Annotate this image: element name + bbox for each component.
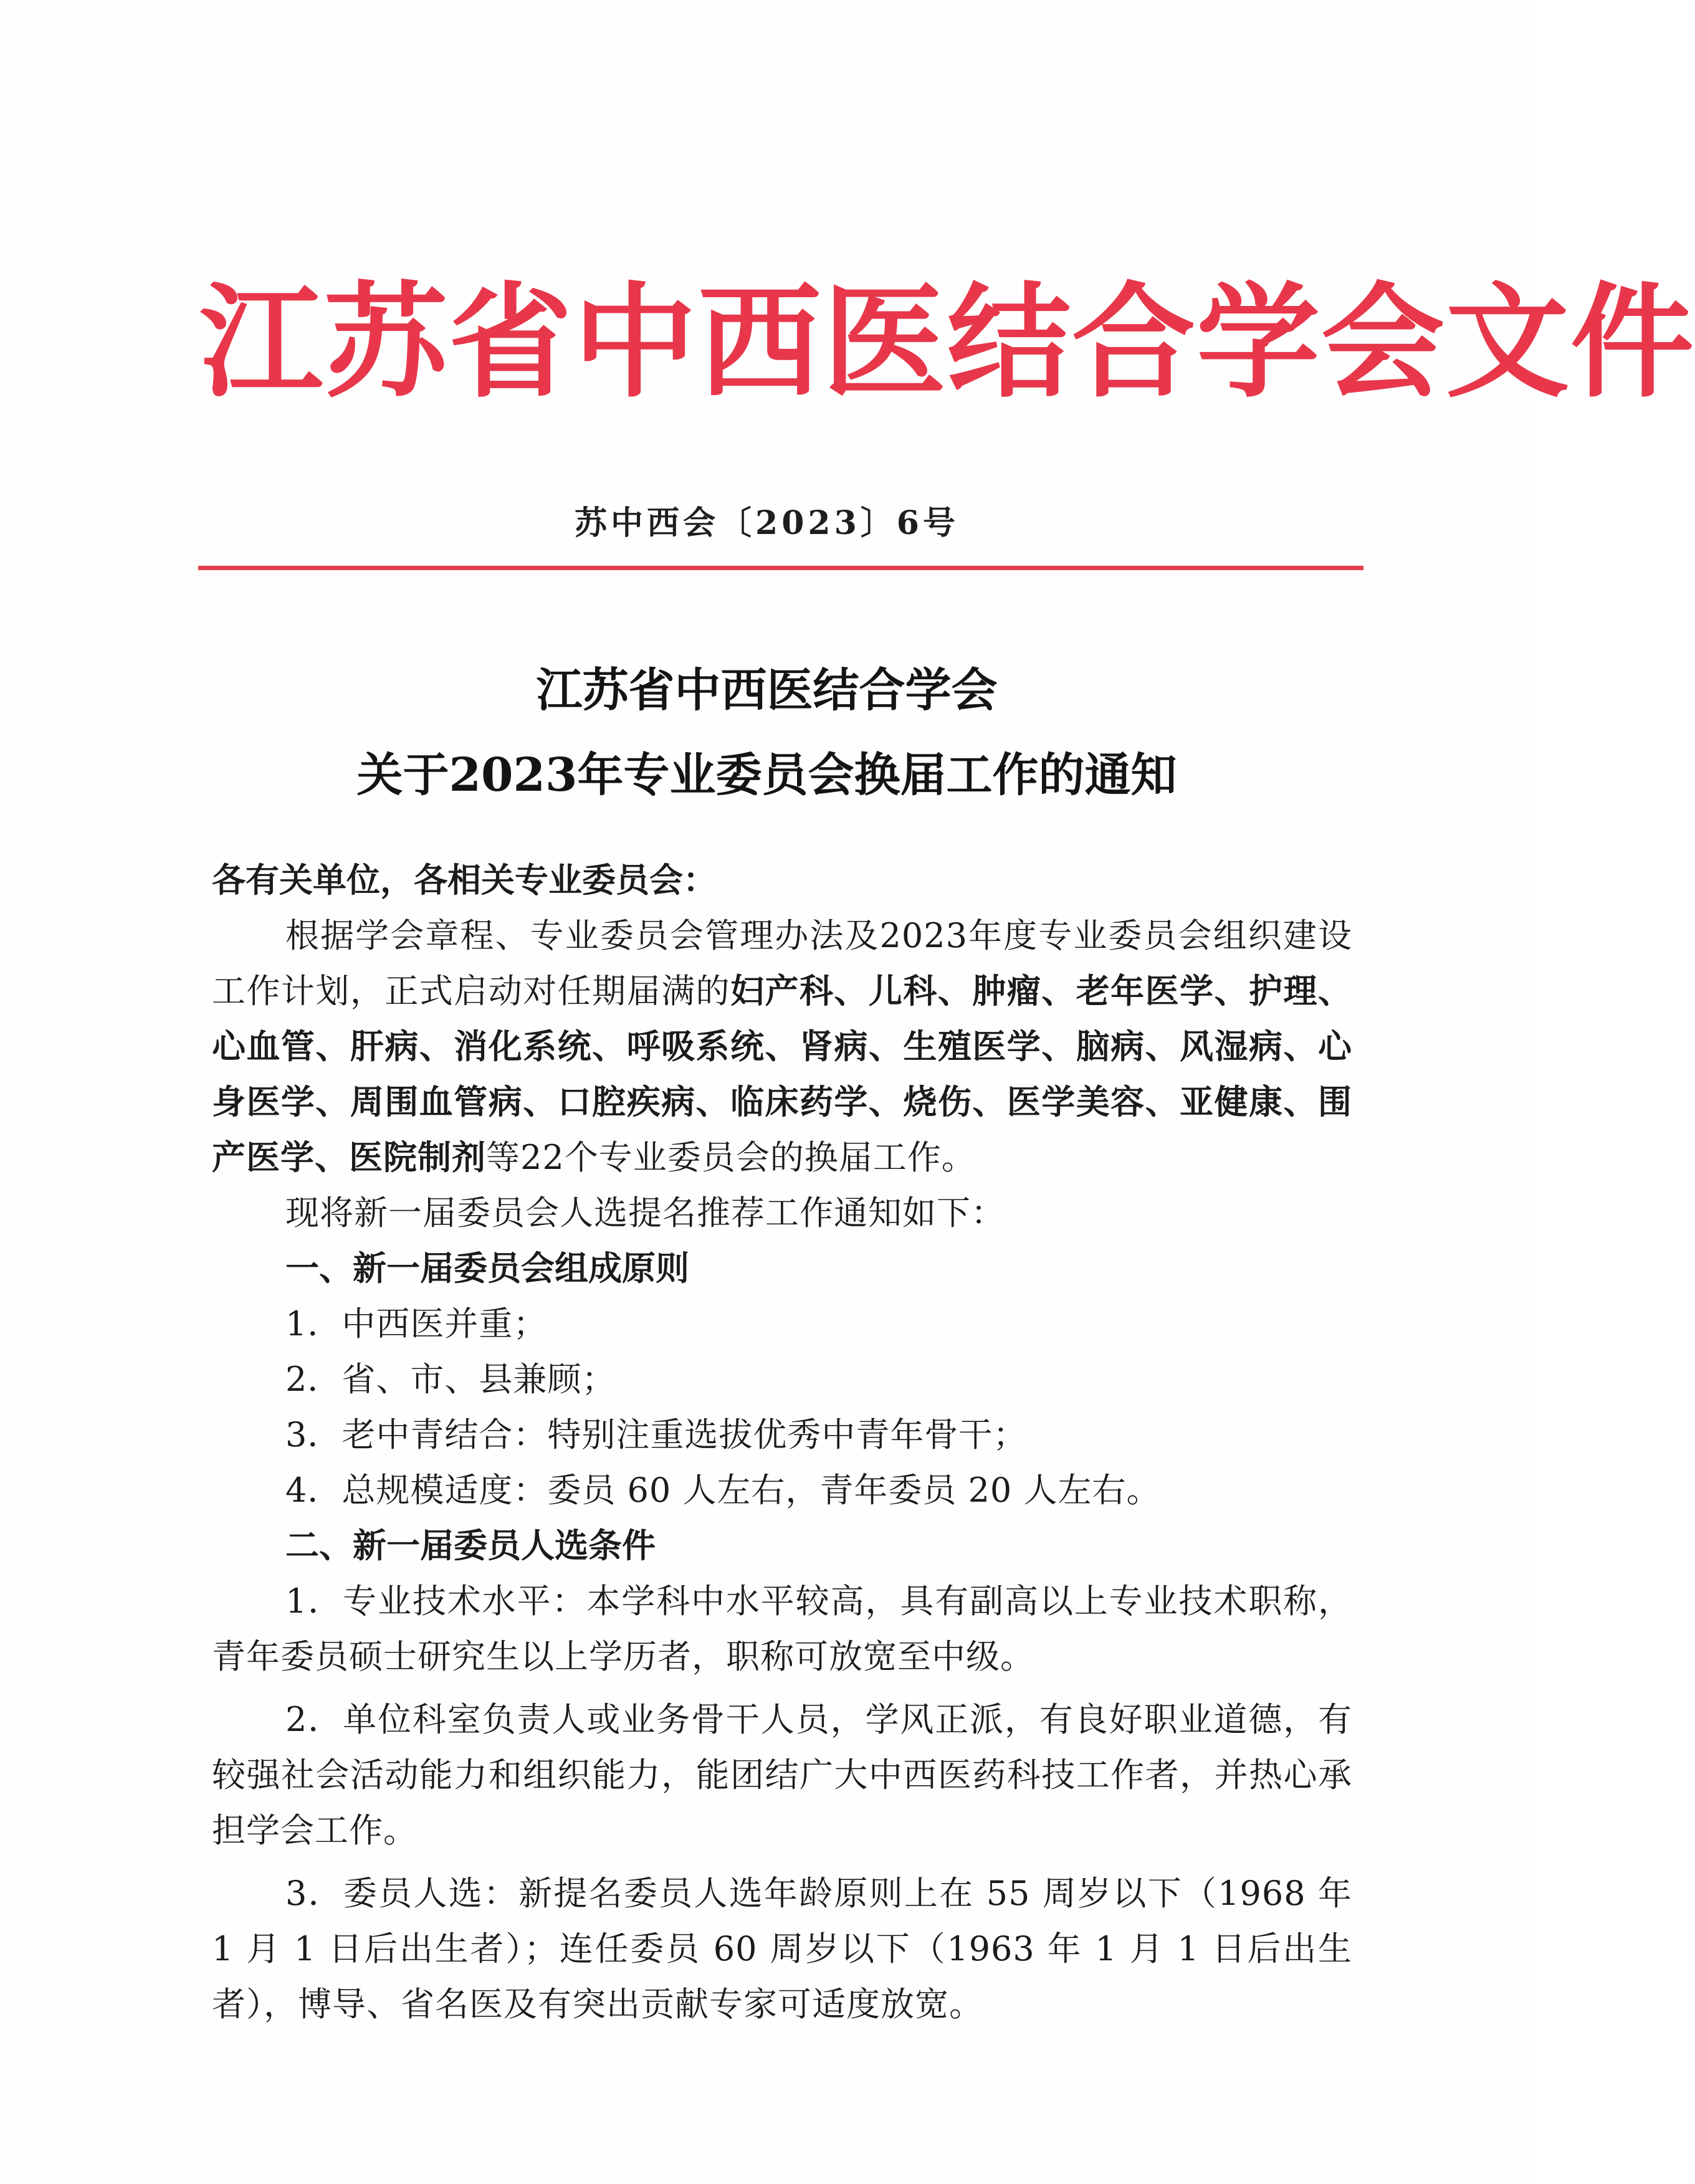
section-1-item: 2．省、市、县兼顾； <box>285 1360 616 1399</box>
section-1-item: 3．老中青结合：特别注重选拔优秀中青年骨干； <box>285 1415 1028 1454</box>
section-2-heading: 二、新一届委员人选条件 <box>285 1526 656 1565</box>
notice-title <box>0 648 1534 818</box>
notice-title-line-2: 关于2023年专业委员会换届工作的通知 <box>356 748 1177 802</box>
intro-lead-text: 根据学会章程、专业委员会管理办法及2023年度专业委员会组织建设工作计划，正式启动对任期届满的 <box>212 916 1352 1011</box>
notice-title-line-1: 江苏省中西医结合学会 <box>536 664 998 717</box>
section-1-heading: 一、新一届委员会组成原则 <box>285 1249 689 1288</box>
red-divider-line <box>198 566 1363 570</box>
section-2-item: 2．单位科室负责人或业务骨干人员，学风正派，有良好职业道德，有较强社会活动能力和组织能力，能团结广大中西医药科技工作者，并热心承担学会工作。 <box>212 1700 1352 1850</box>
section-1-item: 1．中西医并重； <box>285 1304 548 1343</box>
notice-line: 现将新一届委员会人选提名推荐工作通知如下： <box>285 1193 1005 1233</box>
intro-paragraph <box>212 908 1352 1185</box>
intro-tail-text: 等22个专业委员会的换届工作。 <box>486 1138 976 1177</box>
notice-body <box>212 852 1352 2032</box>
section-2-item: 1．专业技术水平：本学科中水平较高，具有副高以上专业技术职称，青年委员硕士研究生以上学历者，职称可放宽至中级。 <box>212 1581 1352 1676</box>
section-2-item: 3．委员人选：新提名委员人选年龄原则上在 55 周岁以下（1968 年 1 月 1 日后出生者）；连任委员 60 周岁以下（1963 年 1 月 1 日后出生者），博导、省名医及有突出贡献专家可适度放宽。 <box>212 1874 1352 2024</box>
document-number: 苏中西会〔2023〕6号 <box>575 504 959 542</box>
committee-list: 妇产科、儿科、肿瘤、老年医学、护理、心血管、肝病、消化系统、呼吸系统、肾病、生殖医学、脑病、风湿病、心身医学、周围血管病、口腔疾病、临床药学、烧伤、医学美容、亚健康、围产医学、医院制剂 <box>212 971 1352 1177</box>
section-1-item: 4．总规模适度：委员 60 人左右，青年委员 20 人左右。 <box>285 1471 1161 1510</box>
salutation: 各有关单位，各相关专业委员会： <box>212 861 717 900</box>
org-file-title: 江苏省中西医结合学会文件 <box>199 270 1695 414</box>
